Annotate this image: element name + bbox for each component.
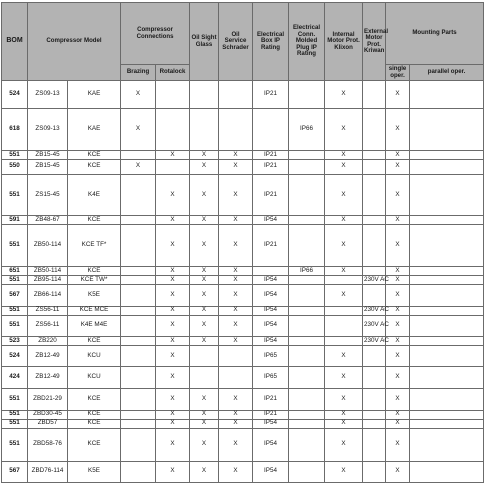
table-row — [2, 109, 484, 151]
variant-cell: KCE TF* — [68, 225, 121, 267]
schrader-cell: X — [219, 388, 253, 410]
bom-cell: 550 — [2, 159, 28, 174]
electrical-box-cell: IP54 — [253, 428, 289, 461]
klixon-cell: X — [325, 174, 363, 216]
model-cell: ZB50-114 — [28, 267, 68, 276]
electrical-box-cell: IP21 — [253, 410, 289, 419]
schrader-cell — [219, 81, 253, 109]
rotalock-cell: X — [156, 285, 190, 306]
table-row — [2, 388, 484, 410]
electrical-box-cell: IP54 — [253, 461, 289, 482]
electrical-conn-cell — [289, 276, 325, 285]
table-row — [2, 276, 484, 285]
parallel-oper-cell — [410, 159, 484, 174]
electrical-box-cell: IP21 — [253, 81, 289, 109]
kriwan-cell — [363, 267, 386, 276]
bom-cell: 591 — [2, 216, 28, 225]
bom-cell: 567 — [2, 461, 28, 482]
oil-service-schrader-header: Oil Service Schrader — [219, 3, 253, 81]
electrical-conn-cell — [289, 410, 325, 419]
sight-glass-cell — [190, 81, 219, 109]
electrical-box-cell: IP54 — [253, 285, 289, 306]
klixon-cell: X — [325, 428, 363, 461]
variant-cell: KCE MCE — [68, 306, 121, 315]
single-oper-cell: X — [386, 81, 410, 109]
schrader-cell: X — [219, 267, 253, 276]
kriwan-cell: 230V AC — [364, 275, 389, 283]
rotalock-cell: X — [156, 367, 190, 388]
sight-glass-cell: X — [190, 216, 219, 225]
parallel-oper-cell — [410, 461, 484, 482]
bom-cell: 551 — [2, 306, 28, 315]
header-row — [2, 3, 484, 65]
electrical-box-cell: IP54 — [253, 315, 289, 336]
klixon-cell — [325, 306, 363, 315]
kriwan-cell: 230V AC — [364, 306, 389, 314]
rotalock-cell: X — [156, 174, 190, 216]
electrical-conn-cell — [289, 225, 325, 267]
table-row — [2, 81, 484, 109]
klixon-cell: X — [325, 159, 363, 174]
table-row — [2, 216, 484, 225]
klixon-cell: X — [325, 461, 363, 482]
brazing-cell: X — [121, 109, 156, 151]
electrical-box-cell — [253, 109, 289, 151]
model-cell: ZB66-114 — [28, 285, 68, 306]
sight-glass-cell: X — [190, 428, 219, 461]
bom-cell: 424 — [2, 367, 28, 388]
single-oper-cell: X — [386, 150, 410, 159]
klixon-cell: X — [325, 81, 363, 109]
variant-cell: K4E M4E — [68, 315, 121, 336]
single-oper-cell: X — [386, 367, 410, 388]
variant-cell: KAE — [68, 109, 121, 151]
kriwan-cell — [363, 150, 386, 159]
brazing-cell — [121, 461, 156, 482]
rotalock-cell: X — [156, 225, 190, 267]
electrical-conn-cell — [289, 306, 325, 315]
model-cell: ZS56-11 — [28, 315, 68, 336]
bom-cell: 618 — [2, 109, 28, 151]
electrical-conn-cell — [289, 216, 325, 225]
variant-cell: KCE — [68, 336, 121, 345]
table-row — [2, 150, 484, 159]
electrical-conn-cell — [289, 388, 325, 410]
model-cell: ZBD76-114 — [28, 461, 68, 482]
sight-glass-cell: X — [190, 225, 219, 267]
model-cell: ZS09-13 — [28, 109, 68, 151]
table-row — [2, 461, 484, 482]
variant-cell: KCE — [68, 267, 121, 276]
rotalock-cell: X — [156, 419, 190, 428]
parallel-oper-cell — [410, 81, 484, 109]
rotalock-cell: X — [156, 461, 190, 482]
electrical-conn-cell — [289, 367, 325, 388]
rotalock-cell: X — [156, 306, 190, 315]
model-cell: ZB12-49 — [28, 367, 68, 388]
schrader-cell — [219, 109, 253, 151]
bom-cell: 551 — [2, 174, 28, 216]
brazing-cell — [121, 276, 156, 285]
bom-cell: 551 — [2, 410, 28, 419]
klixon-cell: X — [325, 285, 363, 306]
rotalock-cell: X — [156, 428, 190, 461]
single-oper-cell: X — [386, 225, 410, 267]
brazing-cell — [121, 419, 156, 428]
variant-cell: KCE TW* — [68, 276, 121, 285]
kriwan-cell: 230V AC — [363, 315, 386, 336]
model-cell: ZBD57 — [28, 419, 68, 428]
bom-header: BOM — [2, 3, 28, 81]
rotalock-cell: X — [156, 315, 190, 336]
rotalock-cell: X — [156, 276, 190, 285]
rotalock-cell — [156, 81, 190, 109]
bom-cell: 551 — [2, 419, 28, 428]
parallel-oper-cell — [410, 306, 484, 315]
electrical-conn-cell — [289, 159, 325, 174]
klixon-cell — [325, 315, 363, 336]
electrical-box-cell: IP21 — [253, 150, 289, 159]
parallel-oper-cell — [410, 428, 484, 461]
klixon-cell: X — [325, 388, 363, 410]
bom-cell: 551 — [2, 150, 28, 159]
klixon-cell: X — [325, 150, 363, 159]
model-cell: ZB12-49 — [28, 345, 68, 366]
single-oper-cell: X — [386, 410, 410, 419]
kriwan-cell — [363, 461, 386, 482]
sight-glass-cell: X — [190, 267, 219, 276]
schrader-cell: X — [219, 276, 253, 285]
table-row — [2, 410, 484, 419]
electrical-conn-cell — [289, 81, 325, 109]
electrical-conn-cell: IP66 — [289, 267, 325, 276]
bom-cell: 523 — [2, 336, 28, 345]
parallel-oper-cell — [410, 225, 484, 267]
single-oper-cell: X — [386, 174, 410, 216]
brazing-cell — [121, 285, 156, 306]
bom-cell: 551 — [2, 225, 28, 267]
brazing-cell — [121, 345, 156, 366]
parallel-oper-cell — [410, 419, 484, 428]
brazing-cell — [121, 150, 156, 159]
brazing-cell — [121, 267, 156, 276]
brazing-cell — [121, 225, 156, 267]
brazing-cell — [121, 315, 156, 336]
electrical-box-cell: IP21 — [253, 225, 289, 267]
parallel-oper-cell — [410, 345, 484, 366]
single-oper-cell: X — [386, 419, 410, 428]
electrical-box-cell: IP54 — [253, 306, 289, 315]
schrader-cell: X — [219, 150, 253, 159]
compressor-connections-header: Compressor Connections — [121, 3, 190, 65]
schrader-cell — [219, 367, 253, 388]
klixon-cell: X — [325, 367, 363, 388]
kriwan-cell — [363, 216, 386, 225]
variant-cell: KCU — [68, 345, 121, 366]
sight-glass-cell: X — [190, 174, 219, 216]
rotalock-cell: X — [156, 388, 190, 410]
parallel-oper-cell — [410, 216, 484, 225]
brazing-cell — [121, 216, 156, 225]
electrical-box-cell — [253, 267, 289, 276]
table-row — [2, 345, 484, 366]
variant-cell: KCE — [68, 410, 121, 419]
kriwan-cell — [363, 285, 386, 306]
single-oper-cell: X — [386, 216, 410, 225]
electrical-box-cell: IP65 — [253, 345, 289, 366]
electrical-box-cell: IP54 — [253, 336, 289, 345]
table-row — [2, 336, 484, 345]
table-row — [2, 419, 484, 428]
table-row — [2, 315, 484, 336]
external-motor-header: External Motor Prot. Kriwan — [363, 3, 386, 81]
variant-cell: KCE — [68, 428, 121, 461]
bom-cell: 567 — [2, 285, 28, 306]
schrader-cell: X — [219, 315, 253, 336]
table-row — [2, 367, 484, 388]
brazing-cell — [121, 410, 156, 419]
bom-cell: 524 — [2, 345, 28, 366]
single-oper-cell: X — [386, 109, 410, 151]
oil-sight-glass-header: Oil Sight Glass — [190, 3, 219, 81]
rotalock-header: Rotalock — [156, 65, 190, 81]
bom-cell: 551 — [2, 428, 28, 461]
klixon-cell: X — [325, 225, 363, 267]
variant-cell: K5E — [68, 285, 121, 306]
electrical-box-cell: IP54 — [253, 276, 289, 285]
parallel-oper-cell — [410, 267, 484, 276]
schrader-cell: X — [219, 285, 253, 306]
parallel-oper-cell — [410, 150, 484, 159]
table-row — [2, 306, 484, 315]
bom-cell: 524 — [2, 81, 28, 109]
parallel-oper-cell — [410, 276, 484, 285]
parallel-oper-cell — [410, 388, 484, 410]
variant-cell: K4E — [68, 174, 121, 216]
kriwan-cell — [363, 174, 386, 216]
bom-cell: 651 — [2, 267, 28, 276]
rotalock-cell: X — [156, 345, 190, 366]
klixon-cell: X — [325, 267, 363, 276]
sight-glass-cell: X — [190, 410, 219, 419]
single-oper-cell: X — [386, 461, 410, 482]
parallel-oper-cell — [410, 336, 484, 345]
brazing-cell — [121, 306, 156, 315]
brazing-cell — [121, 174, 156, 216]
electrical-conn-cell — [289, 461, 325, 482]
single-oper-cell: X — [386, 388, 410, 410]
parallel-oper-header: parallel oper. — [410, 65, 484, 81]
model-cell: ZBD58-76 — [28, 428, 68, 461]
klixon-cell — [325, 276, 363, 285]
electrical-box-header: Electrical Box IP Rating — [253, 3, 289, 81]
brazing-cell: X — [121, 81, 156, 109]
single-oper-cell: X — [386, 159, 410, 174]
parallel-oper-cell — [410, 174, 484, 216]
klixon-cell: X — [325, 419, 363, 428]
table-row — [2, 225, 484, 267]
kriwan-cell — [363, 159, 386, 174]
kriwan-cell — [363, 410, 386, 419]
schrader-cell: X — [219, 419, 253, 428]
variant-cell: KCE — [68, 216, 121, 225]
kriwan-cell — [363, 345, 386, 366]
rotalock-cell — [156, 159, 190, 174]
parallel-oper-cell — [410, 285, 484, 306]
sight-glass-cell: X — [190, 159, 219, 174]
brazing-cell — [121, 336, 156, 345]
table-row — [2, 267, 484, 276]
single-oper-cell: X — [386, 285, 410, 306]
klixon-cell: X — [325, 109, 363, 151]
model-cell: ZS56-11 — [28, 306, 68, 315]
klixon-cell — [325, 336, 363, 345]
parallel-oper-cell — [410, 315, 484, 336]
table-body — [2, 81, 484, 483]
table-row — [2, 428, 484, 461]
parallel-oper-cell — [410, 410, 484, 419]
electrical-conn-cell — [289, 315, 325, 336]
brazing-cell — [121, 388, 156, 410]
electrical-box-cell: IP65 — [253, 367, 289, 388]
sight-glass-cell: X — [190, 285, 219, 306]
kriwan-cell — [363, 367, 386, 388]
electrical-conn-cell — [289, 150, 325, 159]
sight-glass-cell: X — [190, 315, 219, 336]
electrical-box-cell: IP54 — [253, 216, 289, 225]
electrical-conn-header: Electrical Conn. Molded Plug IP Rating — [289, 3, 325, 81]
schrader-cell: X — [219, 410, 253, 419]
electrical-conn-cell — [289, 419, 325, 428]
model-cell: ZB95-114 — [28, 276, 68, 285]
single-oper-cell: X — [386, 428, 410, 461]
electrical-conn-cell — [289, 345, 325, 366]
bom-cell: 551 — [2, 276, 28, 285]
parallel-oper-cell — [410, 367, 484, 388]
kriwan-cell — [363, 428, 386, 461]
brazing-cell — [121, 428, 156, 461]
model-cell: ZB15-45 — [28, 159, 68, 174]
variant-cell: KCE — [68, 150, 121, 159]
bom-cell: 551 — [2, 315, 28, 336]
model-cell: ZB15-45 — [28, 150, 68, 159]
sight-glass-cell: X — [190, 276, 219, 285]
sight-glass-cell — [190, 345, 219, 366]
sight-glass-cell: X — [190, 419, 219, 428]
electrical-box-cell: IP54 — [253, 419, 289, 428]
kriwan-cell — [363, 109, 386, 151]
single-oper-cell: X — [386, 276, 410, 285]
single-oper-cell: X — [386, 315, 410, 336]
table-row — [2, 174, 484, 216]
electrical-conn-cell — [289, 174, 325, 216]
single-oper-cell: X — [386, 267, 410, 276]
sight-glass-cell: X — [190, 306, 219, 315]
variant-cell: KAE — [68, 81, 121, 109]
sight-glass-cell: X — [190, 388, 219, 410]
schrader-cell: X — [219, 216, 253, 225]
model-cell: ZBD21-29 — [28, 388, 68, 410]
table-row — [2, 159, 484, 174]
schrader-cell: X — [219, 336, 253, 345]
klixon-cell: X — [325, 410, 363, 419]
sight-glass-cell: X — [190, 150, 219, 159]
variant-cell: KCE — [68, 388, 121, 410]
compressor-bom-table — [1, 2, 484, 483]
electrical-conn-cell — [289, 336, 325, 345]
kriwan-cell — [363, 225, 386, 267]
electrical-box-cell: IP21 — [253, 174, 289, 216]
sight-glass-cell: X — [190, 461, 219, 482]
variant-cell: KCU — [68, 367, 121, 388]
rotalock-cell — [156, 109, 190, 151]
electrical-box-cell: IP21 — [253, 159, 289, 174]
kriwan-cell — [363, 81, 386, 109]
model-cell: ZS09-13 — [28, 81, 68, 109]
single-oper-cell: X — [386, 336, 410, 345]
schrader-cell: X — [219, 461, 253, 482]
model-cell: ZB220 — [28, 336, 68, 345]
rotalock-cell: X — [156, 336, 190, 345]
rotalock-cell: X — [156, 216, 190, 225]
sight-glass-cell: X — [190, 336, 219, 345]
kriwan-cell — [363, 388, 386, 410]
rotalock-cell: X — [156, 267, 190, 276]
klixon-cell: X — [325, 345, 363, 366]
model-cell: ZBD30-45 — [28, 410, 68, 419]
single-oper-cell: X — [386, 345, 410, 366]
brazing-header: Brazing — [121, 65, 156, 81]
rotalock-cell: X — [156, 150, 190, 159]
kriwan-cell: 230V AC — [364, 336, 389, 344]
table-row — [2, 285, 484, 306]
rotalock-cell: X — [156, 410, 190, 419]
schrader-cell: X — [219, 174, 253, 216]
variant-cell: K5E — [68, 461, 121, 482]
parallel-oper-cell — [410, 109, 484, 151]
schrader-cell: X — [219, 225, 253, 267]
model-cell: ZB50-114 — [28, 225, 68, 267]
kriwan-cell — [363, 419, 386, 428]
model-cell: ZS15-45 — [28, 174, 68, 216]
schrader-cell: X — [219, 428, 253, 461]
schrader-cell: X — [219, 159, 253, 174]
electrical-conn-cell — [289, 285, 325, 306]
compressor-model-header: Compressor Model — [28, 3, 121, 81]
brazing-cell: X — [121, 159, 156, 174]
mounting-parts-header: Mounting Parts — [386, 3, 484, 65]
variant-cell: KCE — [68, 419, 121, 428]
schrader-cell — [219, 345, 253, 366]
sight-glass-cell — [190, 367, 219, 388]
electrical-box-cell: IP21 — [253, 388, 289, 410]
single-oper-cell: X — [386, 306, 410, 315]
variant-cell: KCE — [68, 159, 121, 174]
brazing-cell — [121, 367, 156, 388]
electrical-conn-cell: IP66 — [289, 109, 325, 151]
model-cell: ZB48-67 — [28, 216, 68, 225]
single-oper-header: single oper. — [386, 65, 410, 81]
klixon-cell: X — [325, 216, 363, 225]
sight-glass-cell — [190, 109, 219, 151]
internal-motor-header: Internal Motor Prot. Klixon — [325, 3, 363, 81]
electrical-conn-cell — [289, 428, 325, 461]
bom-cell: 551 — [2, 388, 28, 410]
schrader-cell: X — [219, 306, 253, 315]
